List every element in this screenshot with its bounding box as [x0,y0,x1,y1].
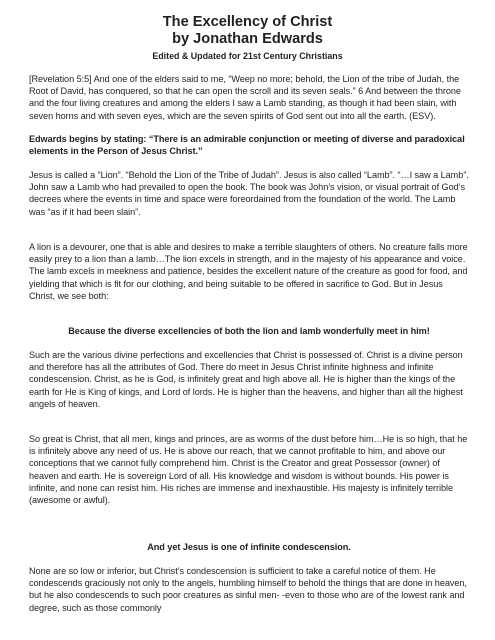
paragraph-lion-lamb: Jesus is called a “Lion”. “Behold the Lion of the Tribe of Judah”. Jesus is also called “Lamb”. “…I saw a Lamb”. John saw a Lamb who had prevailed to open the book. The book was John’s vision, or visual portrait of God’s decrees where the events in time and space were foreordained from the foundation of the world. The Lamb was “as if it had been slain”. [29,170,469,217]
document-subtitle: Edited & Updated for 21st Century Christians [152,51,343,61]
paragraph-lion-devourer: A lion is a devourer, one that is able and desires to make a terrible slaughters of others. No creature falls more easily prey to a lion than a lamb…The lion excels in strength, and in the majesty of his appearance and voice. The lamb excels in meekness and patience, besides the excellent nature of the creature as good for food, and yielding that which is fit for our clothing, and being suitable to be offered in sacrifice to God. But in Jesus Christ, we see both: [29,242,468,301]
document-author: by Jonathan Edwards [172,31,323,47]
heading-diverse-excellencies: Because the diverse excellencies of both the lion and lamb wonderfully meet in him! [68,326,430,336]
paragraph-condescension: None are so low or inferior, but Christ’s condescension is sufficient to take a careful notice of them. He condescends graciously not only to the angels, humbling himself to behold the things that are done in heaven, but he also condescends to such poor creatures as sinful men- -even to those who are of the lowest rank and degree, such as those commonly [29,566,467,613]
document-title: The Excellency of Christ [162,14,333,30]
paragraph-so-great: So great is Christ, that all men, kings and princes, are as worms of the dust before him…He is so high, that he is infinitely above any need of us. He is above our reach, that we cannot profitable to him, and above our conceptions that we cannot fully comprehend him. Christ is the Creator and great Possessor (owner) of heaven and earth. He is sovereign Lord of all. His knowledge and wisdom is without bounds. His power is infinite, and none can resist him. His riches are immense and inexhaustible. His majesty is infinitely terrible (awesome or awful). [29,434,468,506]
heading-infinite-condescension: And yet Jesus is one of infinite condescension. [147,542,351,552]
paragraph-divine-perfections: Such are the various divine perfections and excellencies that Christ is possessed of. Christ is a divine person and therefore has all the attributes of God. There do meet in Jesus Christ infinite highness and infinite condescension. Christ, as he is God, is infinitely great and high above all. He is higher than the kings of the earth for He is King of kings, and Lord of lords. He is higher than the heavens, and higher than all the highest angels of heaven. [29,350,463,409]
paragraph-revelation: [Revelation 5:5] And one of the elders said to me, “Weep no more; behold, the Lion of the tribe of Judah, the Root of David, has conquered, so that he can open the scroll and its seven seals.” 6 And between the throne and the four living creatures and among the elders I saw a Lamb standing, as though it had been slain, with seven horns and with seven eyes, which are the seven spirits of God sent out into all the earth. (ESV). [29,74,461,121]
paragraph-edwards-intro: Edwards begins by stating: “There is an admirable conjunction or meeting of diverse and paradoxical elements in the Person of Jesus Christ.” [29,134,465,157]
